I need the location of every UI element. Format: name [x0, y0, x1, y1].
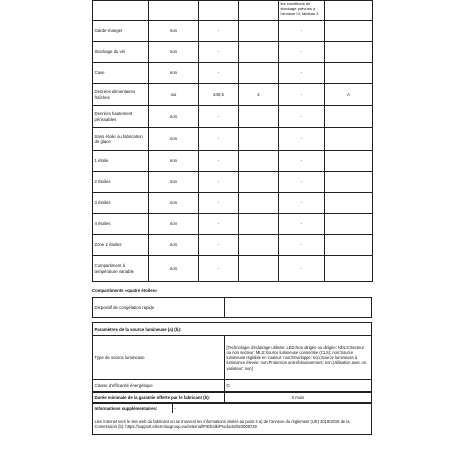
compartment-cell: -	[279, 151, 325, 172]
compartment-cell: non	[149, 106, 199, 128]
additional-info-label: Informations supplémentaires:	[93, 404, 173, 413]
table-row	[93, 84, 373, 106]
table-row	[93, 214, 373, 235]
compartment-cell: -	[279, 172, 325, 193]
compartment-cell: non	[149, 63, 199, 84]
compartment-cell	[239, 21, 279, 42]
compartment-cell: non	[149, 42, 199, 63]
compartment-cell: -	[199, 235, 239, 256]
compartment-name: 4 étoiles	[93, 214, 149, 235]
compartment-cell	[325, 21, 373, 42]
additional-info-value: -	[173, 404, 372, 413]
compartment-name: 1 étoile	[93, 151, 149, 172]
compartment-cell: -	[279, 193, 325, 214]
storage-conditions-note: les conditions de stockage prévues à l'annexe IV, tableau 3	[279, 1, 325, 21]
table-row	[93, 256, 373, 282]
compartment-cell: -	[279, 128, 325, 151]
table-row	[93, 21, 373, 42]
compartment-name: Garde-manger	[93, 21, 149, 42]
compartment-cell: non	[149, 128, 199, 151]
energy-class-value: G	[225, 380, 372, 392]
table-row	[93, 151, 373, 172]
compartment-cell: -	[279, 63, 325, 84]
compartment-name: Cave	[93, 63, 149, 84]
compartment-cell	[325, 214, 373, 235]
compartment-cell: -	[279, 42, 325, 63]
light-type-value: [Technologie d'éclairage utilisée: LED;Non dirigée ou dirigée: NDLS;Secteur ou non secteur: MLS;Source lumineuse connectée (CLS): non;Source lumineuse réglable en couleur: non;Enveloppe: non;Source lumineuse à luminance élevée: non;Protection anti-éblouissement: non;Utilisation avec un variateur: non]	[225, 336, 372, 380]
compartment-cell: oui	[149, 84, 199, 106]
compartment-cell	[239, 128, 279, 151]
compartment-name: 2 étoiles	[93, 172, 149, 193]
compartment-cell: 240,6	[199, 84, 239, 106]
table-row	[93, 106, 373, 128]
compartment-name: Sans étoile ou fabrication de glace	[93, 128, 149, 151]
compartment-cell: -	[199, 106, 239, 128]
compartment-cell	[239, 42, 279, 63]
light-source-table	[92, 322, 372, 392]
energy-class-label: Classe d'efficacité énergétique	[93, 380, 225, 392]
compartment-name: Stockage du vin	[93, 42, 149, 63]
compartment-cell	[325, 235, 373, 256]
compartment-cell: non	[149, 193, 199, 214]
table-row	[93, 42, 373, 63]
compartment-cell	[325, 256, 373, 282]
guarantee-value: 0 mois	[225, 393, 372, 403]
compartment-cell: -	[199, 21, 239, 42]
compartment-name: Zone 2 étoiles	[93, 235, 149, 256]
compartment-cell: 4	[239, 84, 279, 106]
compartment-cell: A	[325, 84, 373, 106]
additional-info-table	[92, 403, 372, 435]
compartment-cell: non	[149, 214, 199, 235]
quick-freeze-value	[225, 298, 372, 318]
compartment-cell: -	[199, 128, 239, 151]
compartment-cell	[239, 63, 279, 84]
compartment-cell: -	[199, 256, 239, 282]
guarantee-table	[92, 392, 372, 403]
compartment-cell: non	[149, 172, 199, 193]
compartment-cell	[325, 63, 373, 84]
compartment-cell: non	[149, 151, 199, 172]
compartment-cell: -	[199, 193, 239, 214]
compartment-cell: -	[199, 42, 239, 63]
table-row	[93, 128, 373, 151]
compartment-cell: -	[279, 106, 325, 128]
manufacturer-link-text: Lien internet vers le site web du fabricant où se trouvent les informations visées au point 4 a) de l'annexe du règlement (UE) 2019/2019 de la Commission (b): https://support.electroluxgroup.eu/external/PrEEnlk/Products/923009729	[93, 413, 372, 435]
light-type-label: Type de source lumineuse	[93, 336, 225, 380]
compartment-cell	[325, 151, 373, 172]
table-row	[93, 193, 373, 214]
compartment-cell: -	[279, 214, 325, 235]
compartment-cell	[239, 151, 279, 172]
compartment-cell: -	[199, 214, 239, 235]
compartments-table	[92, 0, 373, 282]
compartment-name: Compartiment à température variable	[93, 256, 149, 282]
compartment-cell: non	[149, 235, 199, 256]
compartment-cell	[239, 214, 279, 235]
compartment-cell	[325, 106, 373, 128]
table-row	[93, 63, 373, 84]
quick-freeze-label: Dispositif de congélation rapide	[93, 298, 225, 318]
compartment-name: 3 étoiles	[93, 193, 149, 214]
compartment-cell	[239, 235, 279, 256]
compartment-cell	[239, 256, 279, 282]
compartment-cell	[239, 106, 279, 128]
table-row	[93, 235, 373, 256]
compartment-cell	[325, 128, 373, 151]
compartment-cell: -	[199, 63, 239, 84]
compartment-cell	[239, 172, 279, 193]
four-star-table	[92, 297, 372, 318]
compartment-name: Denrées hautement périssables	[93, 106, 149, 128]
table-row	[93, 172, 373, 193]
compartment-cell: -	[199, 172, 239, 193]
compartment-name: Denrées alimentaires fraîches	[93, 84, 149, 106]
compartment-cell	[325, 193, 373, 214]
light-source-title: Paramètres de la source lumineuse (a) (b):	[93, 323, 372, 336]
compartment-cell	[239, 193, 279, 214]
compartment-cell: -	[279, 256, 325, 282]
four-star-title: Compartiments «quatre étoiles»	[92, 288, 158, 293]
document-page	[92, 0, 372, 458]
compartment-cell: -	[279, 84, 325, 106]
compartment-cell: -	[199, 151, 239, 172]
compartment-cell: non	[149, 256, 199, 282]
compartment-cell: non	[149, 21, 199, 42]
table-header-row	[93, 1, 373, 21]
compartment-cell: -	[279, 21, 325, 42]
guarantee-label: Durée minimale de la garantie offerte par le fabricant (b):	[93, 393, 225, 403]
compartment-cell	[325, 172, 373, 193]
compartment-cell: -	[279, 235, 325, 256]
compartment-cell	[325, 42, 373, 63]
